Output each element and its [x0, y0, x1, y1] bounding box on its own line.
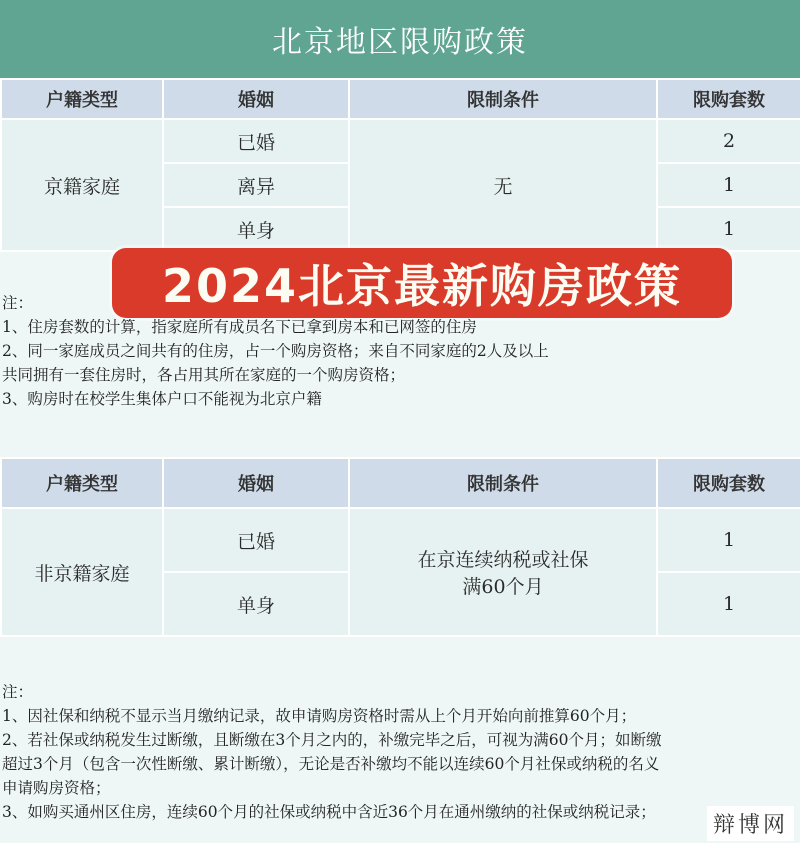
count-cell: 1: [657, 207, 800, 251]
condition-cell: [349, 508, 657, 636]
header-marriage: 婚姻: [163, 458, 349, 508]
marriage-cell: 已婚: [163, 119, 349, 163]
beijing-household-table: [0, 78, 800, 252]
header-household-type: 户籍类型: [1, 79, 163, 119]
note-line: 2、若社保或纳税发生过断缴，且断缴在3个月之内的，补缴完毕之后，可视为满60个月；如断缴: [2, 731, 662, 749]
household-type-cell: 京籍家庭: [1, 119, 163, 251]
marriage-cell: 单身: [163, 572, 349, 636]
count-cell: 2: [657, 119, 800, 163]
note-line: 3、如购买通州区住房，连续60个月的社保或纳税中含近36个月在通州缴纳的社保或纳税记录；: [2, 803, 656, 821]
condition-line: 在京连续纳税或社保: [417, 549, 589, 571]
headline-banner: 2024北京最新购房政策: [112, 248, 732, 318]
header-marriage: 婚姻: [163, 79, 349, 119]
note-line: 超过3个月（包含一次性断缴、累计断缴），无论是否补缴均不能以连续60个月社保或纳税的名义: [2, 755, 660, 773]
note-line: 1、因社保和纳税不显示当月缴纳记录，故申请购房资格时需从上个月开始向前推算60个月；: [2, 707, 637, 725]
marriage-cell: 离异: [163, 163, 349, 207]
header-condition: 限制条件: [349, 458, 657, 508]
note-line: 注：: [2, 294, 34, 312]
non-beijing-household-table: [0, 457, 800, 637]
condition-cell: 无: [349, 119, 657, 251]
note-line: 1、住房套数的计算，指家庭所有成员名下已拿到房本和已网签的住房: [2, 318, 477, 336]
marriage-cell: 单身: [163, 207, 349, 251]
notes-block-1: [2, 291, 794, 411]
note-line: 申请购房资格；: [2, 779, 111, 797]
count-cell: 1: [657, 572, 800, 636]
marriage-cell: 已婚: [163, 508, 349, 572]
header-household-type: 户籍类型: [1, 458, 163, 508]
header-condition: 限制条件: [349, 79, 657, 119]
note-line: 注：: [2, 683, 34, 701]
page-title: 北京地区限购政策: [0, 0, 800, 78]
household-type-cell: 非京籍家庭: [1, 508, 163, 636]
header-limit-count: 限购套数: [657, 458, 800, 508]
note-line: 2、同一家庭成员之间共有的住房，占一个购房资格；来自不同家庭的2人及以上: [2, 342, 549, 360]
notes-block-2: [2, 680, 794, 824]
count-cell: 1: [657, 163, 800, 207]
note-line: 3、购房时在校学生集体户口不能视为北京户籍: [2, 390, 322, 408]
note-line: 共同拥有一套住房时，各占用其所在家庭的一个购房资格；: [2, 366, 406, 384]
header-limit-count: 限购套数: [657, 79, 800, 119]
count-cell: 1: [657, 508, 800, 572]
site-watermark: 辩博网: [707, 806, 794, 841]
condition-line: 满60个月: [462, 576, 544, 598]
